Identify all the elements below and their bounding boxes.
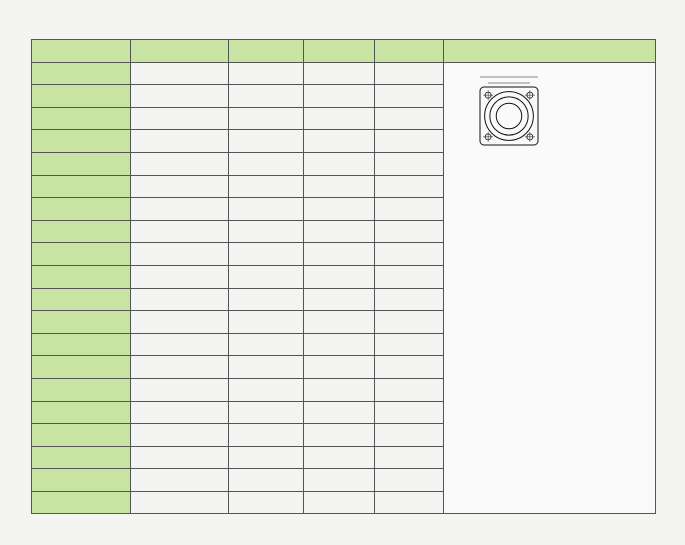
model-cell [32, 491, 131, 514]
frequency-cell [375, 356, 444, 379]
model-cell [32, 85, 131, 108]
detect-distance-cell [304, 130, 375, 153]
detect-distance-cell [304, 356, 375, 379]
rated-distance-cell [229, 333, 304, 356]
rated-distance-cell [229, 288, 304, 311]
output-cell [131, 107, 229, 130]
model-cell [32, 265, 131, 288]
output-cell [131, 85, 229, 108]
rated-distance-cell [229, 243, 304, 266]
drawing-1 [480, 77, 538, 145]
frequency-cell [375, 333, 444, 356]
rated-distance-cell [229, 175, 304, 198]
output-cell [131, 152, 229, 175]
frequency-cell [375, 491, 444, 514]
frequency-cell [375, 107, 444, 130]
output-cell [131, 265, 229, 288]
front-view-ring [485, 92, 534, 141]
frequency-cell [375, 62, 444, 85]
detect-distance-cell [304, 265, 375, 288]
rated-distance-cell [229, 152, 304, 175]
detect-distance-cell [304, 333, 375, 356]
model-cell [32, 356, 131, 379]
frequency-cell [375, 130, 444, 153]
frequency-cell [375, 220, 444, 243]
rated-distance-cell [229, 265, 304, 288]
detect-distance-cell [304, 378, 375, 401]
rated-distance-cell [229, 491, 304, 514]
output-cell [131, 175, 229, 198]
model-cell [32, 311, 131, 334]
output-cell [131, 243, 229, 266]
detect-distance-cell [304, 107, 375, 130]
output-cell [131, 491, 229, 514]
model-cell [32, 220, 131, 243]
model-cell [32, 333, 131, 356]
output-cell [131, 311, 229, 334]
detect-distance-cell [304, 401, 375, 424]
model-cell [32, 198, 131, 221]
rated-distance-cell [229, 220, 304, 243]
detect-distance-cell [304, 152, 375, 175]
output-cell [131, 424, 229, 447]
output-cell [131, 288, 229, 311]
detect-distance-cell [304, 243, 375, 266]
frequency-cell [375, 198, 444, 221]
output-cell [131, 333, 229, 356]
detect-distance-cell [304, 469, 375, 492]
rated-distance-cell [229, 107, 304, 130]
frequency-cell [375, 378, 444, 401]
front-view-ring [490, 97, 528, 135]
detect-distance-cell [304, 85, 375, 108]
front-view-outline [480, 87, 538, 145]
model-cell [32, 152, 131, 175]
detect-distance-cell [304, 175, 375, 198]
front-view-ring [496, 103, 522, 129]
frequency-cell [375, 424, 444, 447]
model-cell [32, 424, 131, 447]
rated-distance-cell [229, 198, 304, 221]
rated-distance-cell [229, 85, 304, 108]
model-cell [32, 107, 131, 130]
rated-distance-cell [229, 401, 304, 424]
model-cell [32, 175, 131, 198]
output-cell [131, 130, 229, 153]
header-output [131, 40, 229, 63]
frequency-cell [375, 175, 444, 198]
frequency-cell [375, 401, 444, 424]
rated-distance-cell [229, 424, 304, 447]
output-cell [131, 62, 229, 85]
output-cell [131, 446, 229, 469]
output-cell [131, 469, 229, 492]
rated-distance-cell [229, 378, 304, 401]
output-cell [131, 401, 229, 424]
header-frequency [375, 40, 444, 63]
frequency-cell [375, 243, 444, 266]
frequency-cell [375, 265, 444, 288]
rated-distance-cell [229, 311, 304, 334]
detect-distance-cell [304, 220, 375, 243]
rated-distance-cell [229, 130, 304, 153]
model-cell [32, 243, 131, 266]
detect-distance-cell [304, 446, 375, 469]
model-cell [32, 401, 131, 424]
header-detect-distance [304, 40, 375, 63]
detect-distance-cell [304, 62, 375, 85]
rated-distance-cell [229, 446, 304, 469]
header-rated-distance [229, 40, 304, 63]
model-cell [32, 288, 131, 311]
detect-distance-cell [304, 198, 375, 221]
detect-distance-cell [304, 288, 375, 311]
detect-distance-cell [304, 491, 375, 514]
output-cell [131, 198, 229, 221]
frequency-cell [375, 446, 444, 469]
frequency-cell [375, 288, 444, 311]
frequency-cell [375, 152, 444, 175]
output-cell [131, 378, 229, 401]
model-cell [32, 130, 131, 153]
detect-distance-cell [304, 424, 375, 447]
model-cell [32, 446, 131, 469]
model-cell [32, 378, 131, 401]
frequency-cell [375, 85, 444, 108]
detect-distance-cell [304, 311, 375, 334]
frequency-cell [375, 469, 444, 492]
model-cell [32, 62, 131, 85]
rated-distance-cell [229, 356, 304, 379]
table-header-row [32, 40, 656, 63]
model-cell [32, 469, 131, 492]
rated-distance-cell [229, 469, 304, 492]
header-model [32, 40, 131, 63]
header-drawing [444, 40, 656, 63]
dimension-drawings [444, 61, 656, 519]
output-cell [131, 220, 229, 243]
rated-distance-cell [229, 62, 304, 85]
frequency-cell [375, 311, 444, 334]
output-cell [131, 356, 229, 379]
